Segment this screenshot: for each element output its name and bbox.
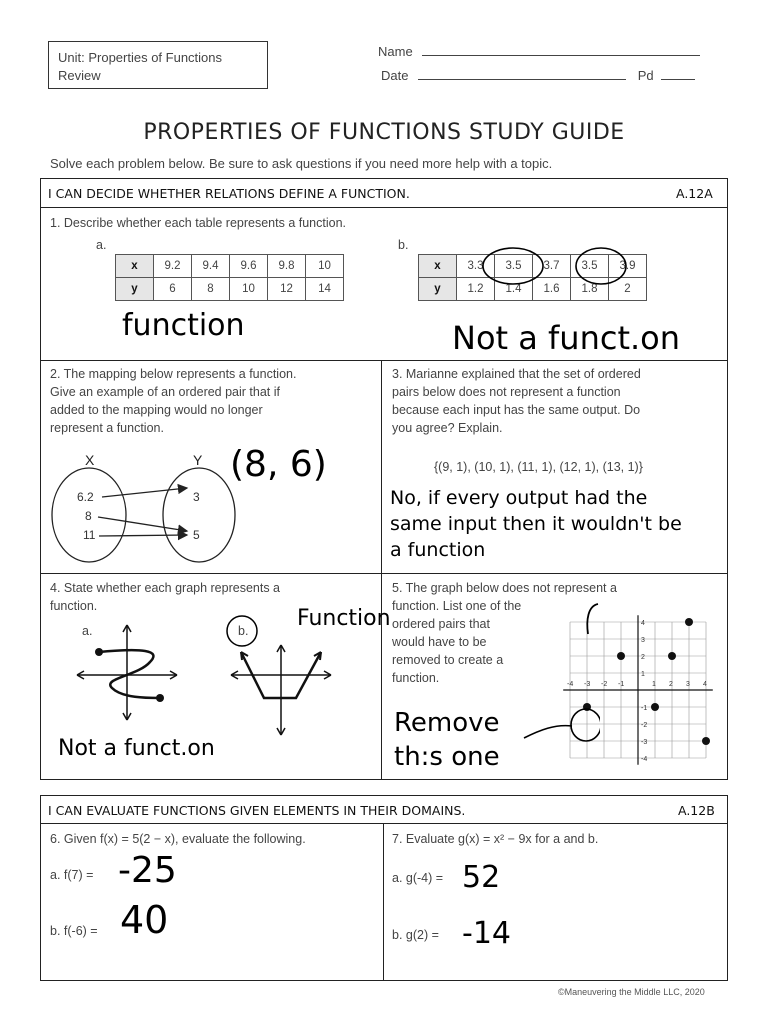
q3-prompt-line: you agree? Explain. bbox=[392, 421, 503, 435]
table-a-x-row bbox=[116, 255, 344, 278]
q4-answer-b: Function bbox=[297, 606, 391, 631]
q1-a-label: a. bbox=[96, 238, 107, 252]
copyright: ©Maneuvering the Middle LLC, 2020 bbox=[558, 987, 705, 997]
q2-prompt-line: 2. The mapping below represents a function. bbox=[50, 367, 297, 381]
section2-header-divider bbox=[41, 823, 727, 824]
table-a-y-header: y bbox=[116, 278, 154, 301]
q2-answer: (8, 6) bbox=[230, 444, 327, 485]
q2-prompt-line: added to the mapping would no longer bbox=[50, 403, 263, 417]
graph-a bbox=[72, 620, 182, 730]
q5-annotation bbox=[520, 700, 600, 760]
section1-code: A.12A bbox=[676, 186, 713, 201]
table-b-cell: 3.5 bbox=[495, 255, 533, 278]
unit-title: Unit: Properties of Functions bbox=[58, 50, 223, 65]
pd-label: Pd bbox=[637, 68, 654, 83]
table-a-cell: 8 bbox=[192, 278, 230, 301]
q3-prompt bbox=[392, 365, 722, 437]
name-label: Name bbox=[378, 44, 413, 59]
range-value: 3 bbox=[193, 490, 200, 504]
q5-prompt-line: function. List one of the bbox=[392, 599, 522, 613]
q5-prompt-line: would have to be bbox=[392, 635, 487, 649]
section2-code: A.12B bbox=[678, 803, 715, 818]
q6-prompt: 6. Given f(x) = 5(2 − x), evaluate the following. bbox=[50, 832, 306, 846]
y-tick-label: 4 bbox=[641, 620, 645, 627]
x-tick-label: 1 bbox=[652, 681, 656, 688]
table-a-cell: 9.4 bbox=[192, 255, 230, 278]
q1-answer-a: function bbox=[122, 308, 245, 343]
instructions: Solve each problem below. Be sure to ask questions if you need more help with a topic. bbox=[50, 156, 553, 171]
table-b-x-header: x bbox=[419, 255, 457, 278]
q7-a: a. g(-4) = bbox=[392, 871, 444, 885]
q5-answer bbox=[394, 706, 500, 774]
plot-point bbox=[651, 703, 659, 711]
q5-answer-line: th:s one bbox=[394, 742, 500, 772]
x-tick-label: 2 bbox=[669, 681, 673, 688]
q4-prompt-line: function. bbox=[50, 599, 98, 613]
graph-b bbox=[226, 640, 336, 740]
unit-subtitle: Review bbox=[58, 68, 101, 83]
range-value: 5 bbox=[193, 528, 200, 542]
section1-header-divider bbox=[41, 207, 727, 208]
unit-box bbox=[48, 41, 268, 89]
domain-value: 8 bbox=[85, 509, 92, 523]
section1-header: I CAN DECIDE WHETHER RELATIONS DEFINE A FUNCTION. bbox=[48, 186, 410, 201]
table-b-cell: 1.6 bbox=[533, 278, 571, 301]
x-tick-label: 4 bbox=[703, 681, 707, 688]
repeated-input-circles bbox=[470, 240, 630, 290]
q5-prompt-line: removed to create a bbox=[392, 653, 504, 667]
table-b-cell: 3.7 bbox=[533, 255, 571, 278]
table-b-cell: 1.8 bbox=[571, 278, 609, 301]
mapping-x-label: X bbox=[85, 452, 95, 468]
table-a-cell: 10 bbox=[230, 278, 268, 301]
mapping-arrow bbox=[98, 517, 187, 531]
mapping-y-label: Y bbox=[193, 452, 203, 468]
domain-value: 11 bbox=[83, 528, 96, 542]
x-tick-label: -2 bbox=[601, 681, 608, 688]
table-a-cell: 6 bbox=[154, 278, 192, 301]
selection-circle bbox=[571, 709, 600, 741]
x-tick-label: -3 bbox=[584, 681, 591, 688]
q2-prompt-line: Give an example of an ordered pair that if bbox=[50, 385, 280, 399]
q4-answer-a: Not a funct.on bbox=[58, 736, 215, 761]
name-field bbox=[378, 43, 700, 59]
plot-point bbox=[685, 618, 693, 626]
column-divider bbox=[381, 360, 382, 779]
q7-answer-b: -14 bbox=[462, 916, 511, 951]
date-label: Date bbox=[381, 68, 409, 83]
pd-line[interactable] bbox=[661, 67, 695, 80]
q1-prompt: 1. Describe whether each table represents a function. bbox=[50, 216, 347, 230]
table-a-cell: 9.8 bbox=[268, 255, 306, 278]
row-divider-1 bbox=[41, 360, 727, 361]
table-a-cell: 10 bbox=[306, 255, 344, 278]
section2-column-divider bbox=[383, 823, 384, 980]
q3-answer-line: a function bbox=[390, 539, 486, 561]
q6-b: b. f(-6) = bbox=[50, 924, 98, 938]
date-line[interactable] bbox=[418, 67, 626, 80]
q2-prompt bbox=[50, 365, 380, 437]
q7-b: b. g(2) = bbox=[392, 928, 439, 942]
q3-answer-line: No, if every output had the bbox=[390, 487, 648, 509]
q5-answer-line: Remove bbox=[394, 708, 500, 738]
q4-prompt bbox=[50, 579, 280, 615]
mapping-arrow bbox=[99, 535, 187, 536]
table-b-cell: 3.9 bbox=[609, 255, 647, 278]
table-b-cell: 1.4 bbox=[495, 278, 533, 301]
date-field bbox=[381, 67, 695, 83]
table-a-x-header: x bbox=[116, 255, 154, 278]
table-b-cell: 1.2 bbox=[457, 278, 495, 301]
table-b-y-header: y bbox=[419, 278, 457, 301]
mapping-arrow bbox=[102, 488, 187, 497]
table-a-cell: 14 bbox=[306, 278, 344, 301]
q6-a: a. f(7) = bbox=[50, 868, 94, 882]
y-tick-label: -2 bbox=[641, 722, 648, 729]
q7-prompt: 7. Evaluate g(x) = x² − 9x for a and b. bbox=[392, 832, 599, 846]
q5-prompt-line: function. bbox=[392, 671, 440, 685]
q3-prompt-line: pairs below does not represent a function bbox=[392, 385, 621, 399]
table-a-cell: 9.6 bbox=[230, 255, 268, 278]
q4-prompt-line: 4. State whether each graph represents a bbox=[50, 581, 281, 595]
q5-mark bbox=[578, 600, 608, 640]
section2-header: I CAN EVALUATE FUNCTIONS GIVEN ELEMENTS IN THEIR DOMAINS. bbox=[48, 803, 466, 818]
page-title: PROPERTIES OF FUNCTIONS STUDY GUIDE bbox=[143, 120, 625, 145]
q6-answer-a: -25 bbox=[118, 850, 177, 891]
name-line[interactable] bbox=[422, 43, 700, 56]
table-a-cell: 9.2 bbox=[154, 255, 192, 278]
ordered-pair-set: {(9, 1), (10, 1), (11, 1), (12, 1), (13, 1)} bbox=[434, 460, 643, 474]
row-divider-2 bbox=[41, 573, 727, 574]
plot-point bbox=[668, 652, 676, 660]
x-tick-label: -4 bbox=[567, 681, 574, 688]
q5-prompt-line: 5. The graph below does not represent a bbox=[392, 581, 617, 595]
q2-prompt-line: represent a function. bbox=[50, 421, 164, 435]
plot-point bbox=[617, 652, 625, 660]
domain-value: 6.2 bbox=[77, 490, 94, 504]
q4-a-label: a. bbox=[82, 624, 93, 638]
q7-answer-a: 52 bbox=[462, 860, 501, 895]
table-b-cell: 2 bbox=[609, 278, 647, 301]
y-tick-label: 1 bbox=[641, 671, 645, 678]
mapping-diagram bbox=[44, 448, 244, 568]
q3-prompt-line: because each input has the same output. Do bbox=[392, 403, 641, 417]
range-oval bbox=[163, 468, 235, 562]
y-tick-label: -4 bbox=[641, 756, 648, 763]
table-b-cell: 3.5 bbox=[571, 255, 609, 278]
table-a-y-row bbox=[116, 278, 344, 301]
table-a bbox=[115, 254, 344, 301]
x-tick-label: 3 bbox=[686, 681, 690, 688]
q3-answer bbox=[390, 485, 682, 563]
y-tick-label: 2 bbox=[641, 654, 645, 661]
q5-prompt-line: ordered pairs that bbox=[392, 617, 490, 631]
q4-b-label: b. bbox=[238, 624, 249, 638]
pointer-stroke bbox=[524, 726, 572, 738]
y-tick-label: -3 bbox=[641, 739, 648, 746]
table-b-cell: 3.3 bbox=[457, 255, 495, 278]
q3-prompt-line: 3. Marianne explained that the set of ordered bbox=[392, 367, 641, 381]
q6-answer-b: 40 bbox=[120, 898, 169, 942]
y-tick-label: 3 bbox=[641, 637, 645, 644]
plot-point bbox=[702, 737, 710, 745]
q3-answer-line: same input then it wouldn't be bbox=[390, 513, 682, 535]
x-tick-label: -1 bbox=[618, 681, 625, 688]
y-tick-label: -1 bbox=[641, 705, 648, 712]
table-a-cell: 12 bbox=[268, 278, 306, 301]
q1-answer-b: Not a funct.on bbox=[452, 319, 681, 357]
q1-b-label: b. bbox=[398, 238, 409, 252]
